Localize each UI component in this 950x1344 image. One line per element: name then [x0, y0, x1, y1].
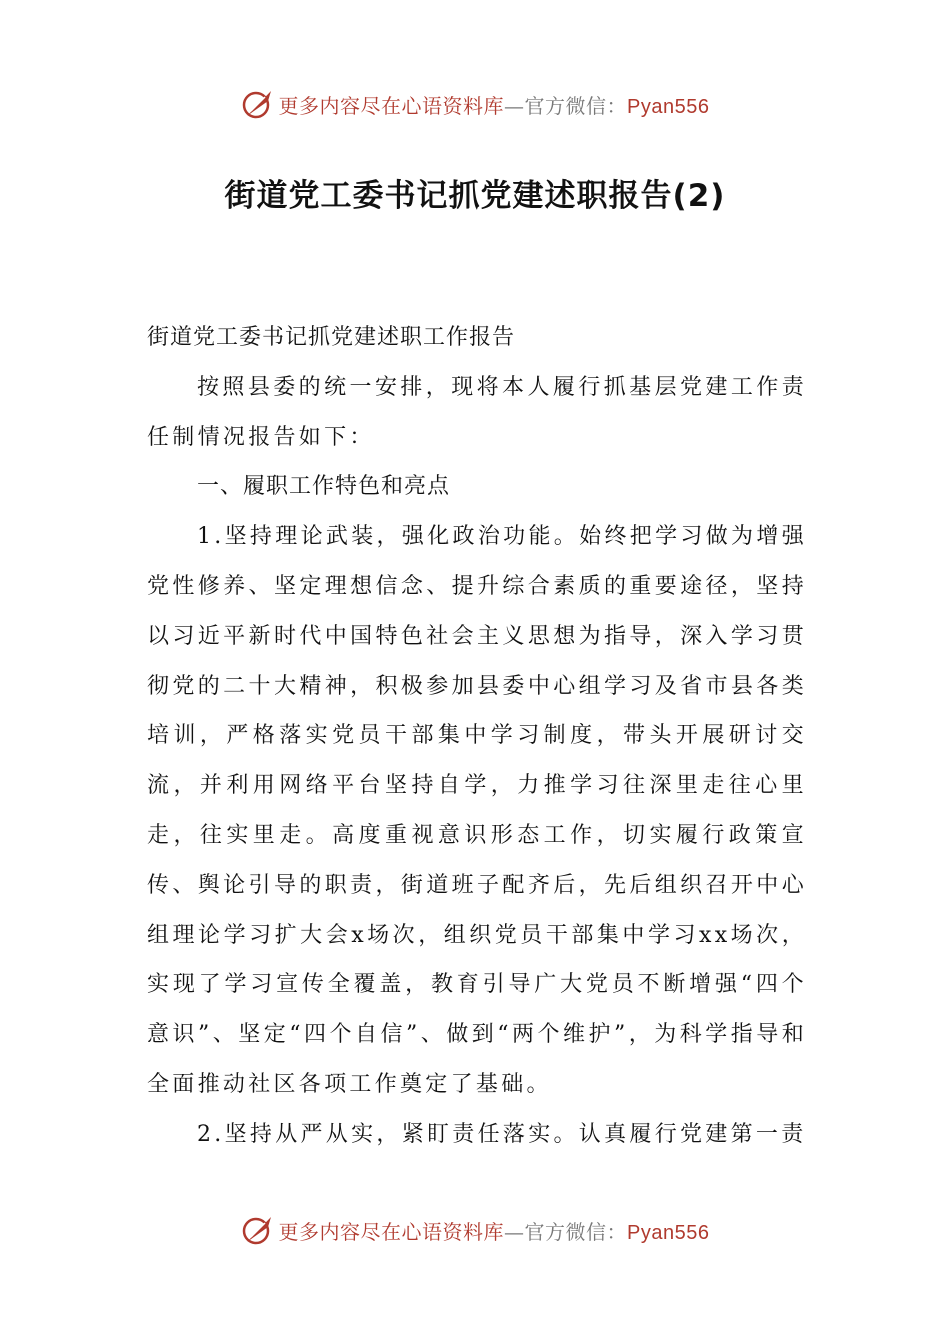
header-watermark-banner [0, 84, 950, 124]
document-subtitle: 街道党工委书记抓党建述职工作报告 [147, 325, 516, 350]
paragraph-item-2: 2.坚持从严从实，紧盯责任落实。认真履行党建第一责 [197, 1121, 807, 1147]
quill-logo-icon [241, 1213, 275, 1247]
banner-site-name: 更多内容尽在心语资料库 [278, 1219, 505, 1244]
document-title: 街道党工委书记抓党建述职报告(2) [224, 178, 726, 214]
banner-wechat-id: Pyan556 [627, 1221, 710, 1244]
section-heading: 一、履职工作特色和亮点 [197, 474, 451, 500]
paragraph-intro: 按照县委的统一安排，现将本人履行抓基层党建工作责任制情况报告如下： [147, 374, 807, 450]
quill-logo-icon [241, 87, 275, 121]
document-body [147, 313, 807, 1160]
paragraph-item-1: 1.坚持理论武装，强化政治功能。始终把学习做为增强党性修养、坚定理想信念、提升综合素质的重要途径，坚持以习近平新时代中国特色社会主义思想为指导，深入学习贯彻党的二十大精神，积极参加县委中心组学习及省市县各类培训，严格落实党员干部集中学习制度，带头开展研讨交流，并利用网络平台坚持自学，力推学习往深里走往心里走，往实里走。高度重视意识形态工作，切实履行政策宣传、舆论引导的职责，街道班子配齐后，先后组织召开中心组理论学习扩大会x场次，组织党员干部集中学习xx场次，实现了学习宣传全覆盖，教育引导广大党员不断增强“四个意识”、坚定“四个自信”、做到“两个维护”，为科学指导和全面推动社区各项工作奠定了基础。 [147, 524, 807, 1097]
footer-watermark-banner [0, 1210, 950, 1250]
banner-wechat-label: —官方微信： [504, 93, 628, 118]
banner-site-name: 更多内容尽在心语资料库 [278, 93, 505, 118]
banner-wechat-id: Pyan556 [627, 95, 710, 118]
banner-wechat-label: —官方微信： [504, 1219, 628, 1244]
